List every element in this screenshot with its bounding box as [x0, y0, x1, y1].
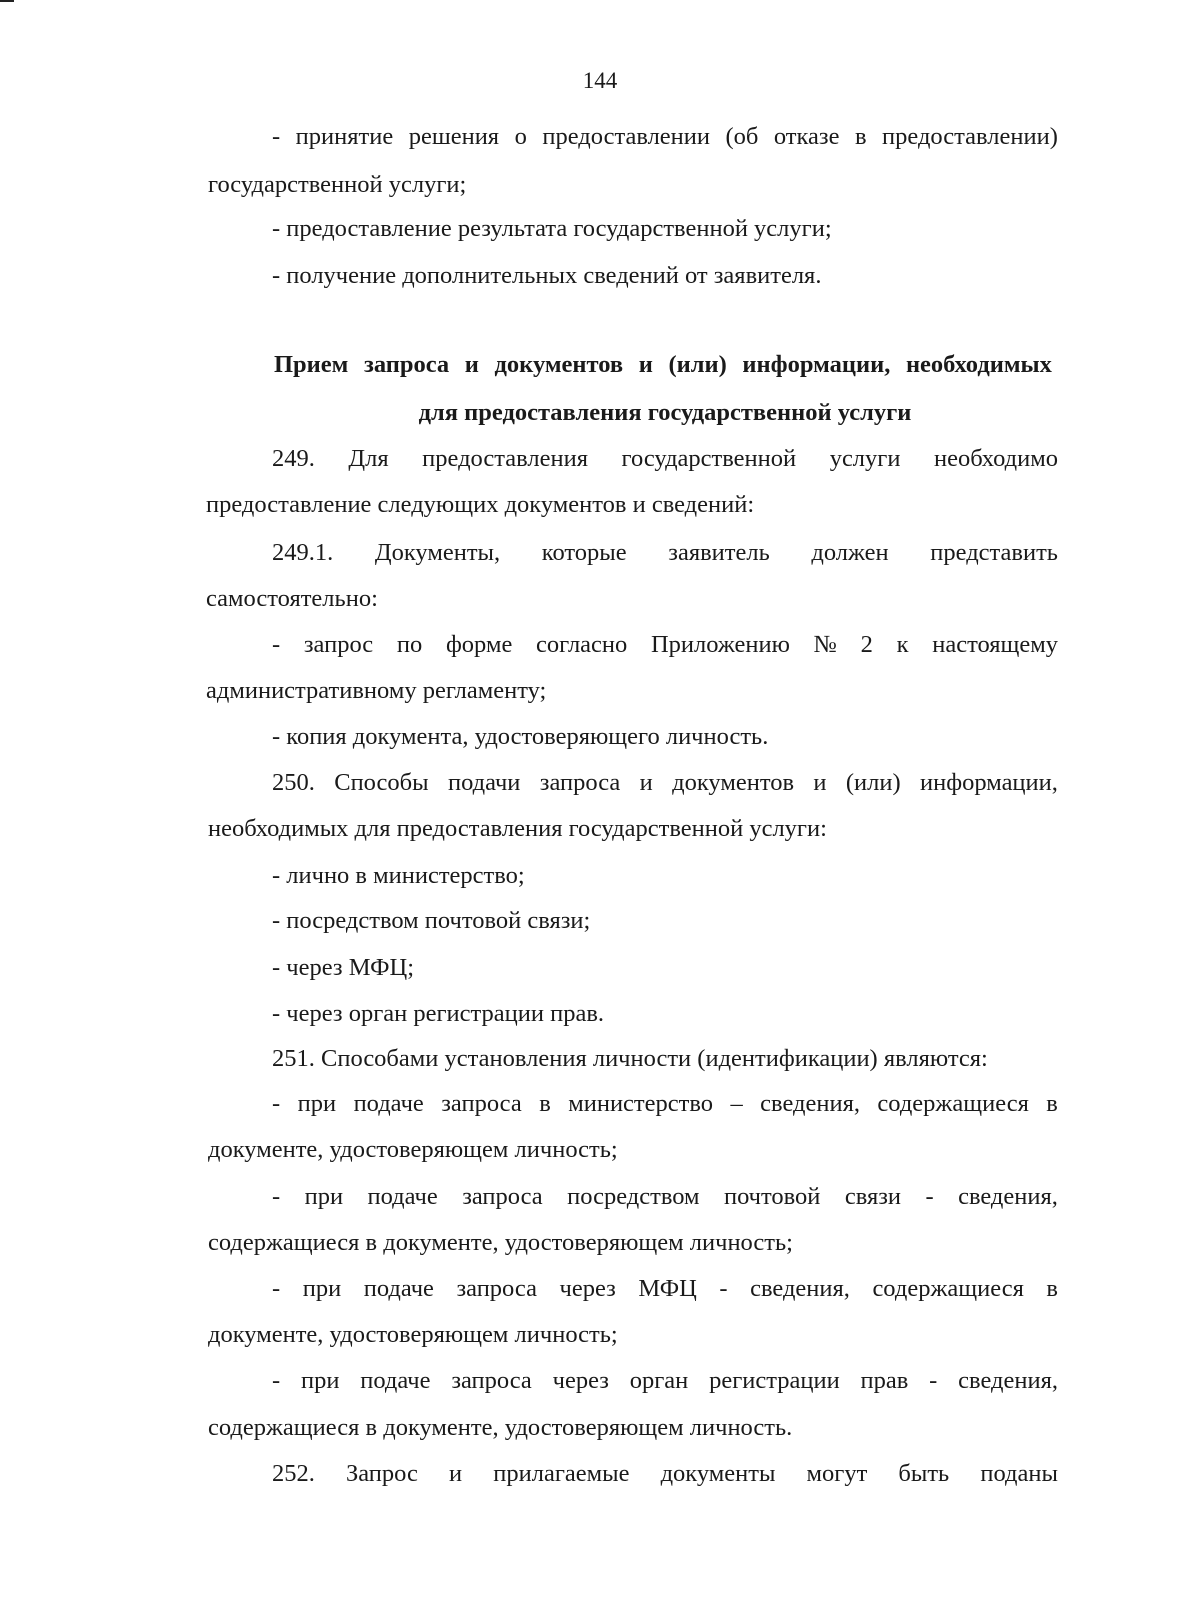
text-line: самостоятельно:	[206, 585, 378, 612]
word: предоставления	[422, 445, 588, 472]
word: информации,	[742, 351, 891, 378]
text-line: - копия документа, удостоверяющего личность.	[272, 723, 769, 750]
word: №	[813, 631, 837, 658]
word: сведения,	[760, 1090, 860, 1117]
word: (или)	[845, 769, 901, 796]
word: через	[559, 1275, 616, 1302]
word: прилагаемые	[493, 1460, 630, 1487]
word: заявитель	[668, 539, 770, 566]
text-line: - предоставление результата государственной услуги;	[272, 215, 832, 242]
word: запроса	[462, 1183, 543, 1210]
word: форме	[445, 631, 513, 658]
word: запроса	[456, 1275, 537, 1302]
word: -	[929, 1367, 938, 1394]
text-line: - через орган регистрации прав.	[272, 1000, 605, 1027]
word: содержащиеся	[877, 1090, 1029, 1117]
word: быть	[898, 1460, 950, 1487]
word: в	[539, 1090, 551, 1117]
word: сведения,	[958, 1367, 1058, 1394]
word: должен	[811, 539, 889, 566]
word: в	[854, 123, 867, 150]
word: к	[896, 631, 909, 658]
word: регистрации	[709, 1367, 840, 1394]
word: необходимых	[905, 351, 1052, 378]
word: при	[304, 1183, 344, 1210]
word: Прием	[274, 351, 349, 378]
text-line: документе, удостоверяющем личность;	[208, 1136, 618, 1163]
word: подаче	[353, 1090, 424, 1117]
word: Запрос	[345, 1460, 418, 1487]
word: посредством	[567, 1183, 700, 1210]
word: при	[302, 1275, 342, 1302]
word: запрос	[303, 631, 374, 658]
word: представить	[930, 539, 1058, 566]
word: -	[272, 631, 281, 658]
word: документов	[672, 769, 795, 796]
text-line	[272, 630, 1058, 660]
text-line: - лично в министерство;	[272, 862, 525, 889]
word: настоящему	[932, 631, 1058, 658]
word: 249.	[272, 445, 315, 472]
word: –	[730, 1090, 743, 1117]
word: 2	[860, 631, 873, 658]
text-line: содержащиеся в документе, удостоверяющем личность;	[208, 1229, 793, 1256]
word: и	[813, 769, 827, 796]
word: -	[272, 1275, 281, 1302]
text-line: - через МФЦ;	[272, 954, 415, 981]
word: -	[272, 123, 281, 150]
text-line	[272, 1182, 1058, 1212]
word: при	[297, 1090, 337, 1117]
word: при	[300, 1367, 340, 1394]
word: предоставлении)	[882, 123, 1058, 150]
word: орган	[629, 1367, 689, 1394]
text-line: документе, удостоверяющем личность;	[208, 1321, 618, 1348]
word: -	[272, 1090, 281, 1117]
word: документы	[660, 1460, 776, 1487]
text-line: содержащиеся в документе, удостоверяющем личность.	[208, 1414, 793, 1441]
word: Приложению	[650, 631, 790, 658]
text-line	[272, 1089, 1058, 1119]
text-line: предоставление следующих документов и сведений:	[206, 491, 755, 518]
word: и	[449, 1460, 463, 1487]
word: принятие	[295, 123, 394, 150]
text-line: государственной услуги;	[208, 171, 467, 198]
section-heading-line-1	[274, 350, 1052, 380]
word: сведения,	[958, 1183, 1058, 1210]
word: и	[464, 351, 479, 378]
word: подаче	[367, 1183, 438, 1210]
text-line	[272, 1366, 1058, 1396]
text-line	[272, 538, 1058, 568]
word: связи	[844, 1183, 902, 1210]
word: запроса	[451, 1367, 532, 1394]
text-line	[272, 1459, 1058, 1489]
word: в	[1046, 1090, 1058, 1117]
page-number: 144	[582, 68, 618, 93]
word: -	[925, 1183, 934, 1210]
text-line	[272, 1274, 1058, 1304]
word: государственной	[621, 445, 797, 472]
word: (или)	[668, 351, 727, 378]
word: услуги	[829, 445, 901, 472]
text-line: - получение дополнительных сведений от заявителя.	[272, 262, 822, 289]
word: Для	[348, 445, 389, 472]
word: запроса	[363, 351, 450, 378]
word: -	[719, 1275, 728, 1302]
word: почтовой	[723, 1183, 821, 1210]
word: министерство	[568, 1090, 713, 1117]
word: в	[1046, 1275, 1058, 1302]
word: 249.1.	[272, 539, 334, 566]
word: (об	[725, 123, 759, 150]
text-line	[272, 768, 1058, 798]
text-line	[272, 122, 1058, 152]
word: необходимо	[933, 445, 1058, 472]
word: 252.	[272, 1460, 315, 1487]
word: через	[552, 1367, 609, 1394]
word: сведения,	[750, 1275, 850, 1302]
word: отказе	[773, 123, 840, 150]
word: согласно	[536, 631, 628, 658]
word: Способы	[334, 769, 429, 796]
word: содержащиеся	[872, 1275, 1024, 1302]
word: решения	[408, 123, 500, 150]
section-heading-line-2: для предоставления государственной услуги	[418, 399, 912, 426]
word: и	[639, 769, 653, 796]
word: Документы,	[374, 539, 501, 566]
word: по	[396, 631, 423, 658]
word: подачи	[447, 769, 521, 796]
word: запроса	[441, 1090, 522, 1117]
word: -	[272, 1183, 281, 1210]
word: подаче	[363, 1275, 434, 1302]
word: подаче	[360, 1367, 431, 1394]
word: информации,	[920, 769, 1058, 796]
word: о	[514, 123, 527, 150]
word: МФЦ	[638, 1275, 697, 1302]
text-line: необходимых для предоставления государственной услуги:	[208, 815, 827, 842]
scan-corner-mark	[0, 0, 14, 2]
text-line: административному регламенту;	[206, 677, 547, 704]
word: 250.	[272, 769, 315, 796]
text-line: 251. Способами установления личности (идентификации) являются:	[272, 1045, 988, 1072]
word: прав	[860, 1367, 909, 1394]
word: -	[272, 1367, 281, 1394]
word: поданы	[980, 1460, 1058, 1487]
word: документов	[494, 351, 624, 378]
word: которые	[541, 539, 627, 566]
text-line	[272, 444, 1058, 474]
word: могут	[806, 1460, 868, 1487]
text-line: - посредством почтовой связи;	[272, 907, 591, 934]
word: предоставлении	[542, 123, 710, 150]
word: запроса	[539, 769, 621, 796]
word: и	[638, 351, 653, 378]
